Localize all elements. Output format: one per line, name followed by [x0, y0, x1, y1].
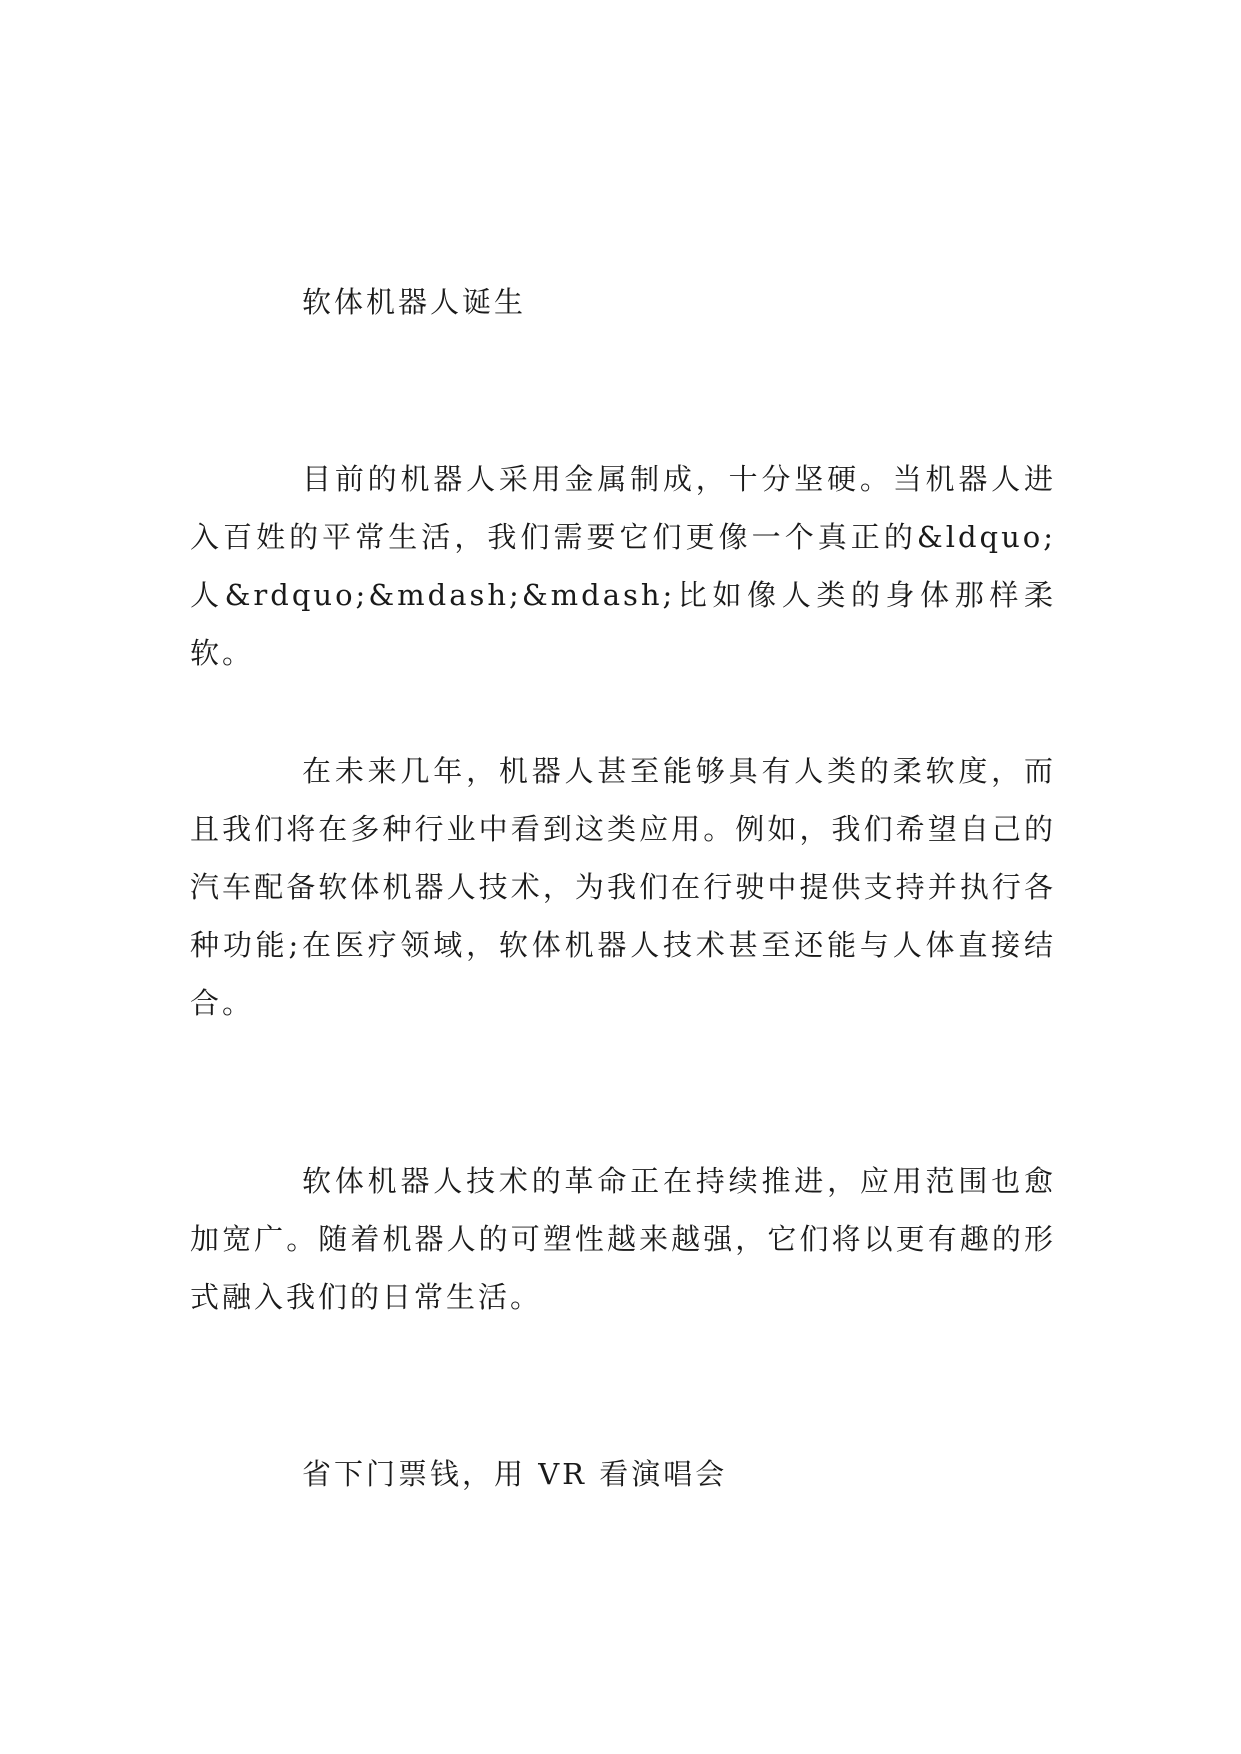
paragraph-1: 目前的机器人采用金属制成，十分坚硬。当机器人进入百姓的平常生活，我们需要它们更像一个真正的&ldquo;人&rdquo;&mdash;&mdash;比如像人类的身体那样柔软。: [190, 462, 1056, 670]
paragraph-3: 软体机器人技术的革命正在持续推进，应用范围也愈加宽广。随着机器人的可塑性越来越强，它们将以更有趣的形式融入我们的日常生活。: [190, 1164, 1056, 1314]
paragraph-2: 在未来几年，机器人甚至能够具有人类的柔软度，而且我们将在多种行业中看到这类应用。例如，我们希望自己的汽车配备软体机器人技术，为我们在行驶中提供支持并执行各种功能;在医疗领域，软体机器人技术甚至还能与人体直接结合。: [190, 754, 1056, 1020]
section-heading-soft-robot: 软体机器人诞生: [302, 285, 527, 319]
section-heading-vr-concert: 省下门票钱，用 VR 看演唱会: [302, 1457, 728, 1491]
